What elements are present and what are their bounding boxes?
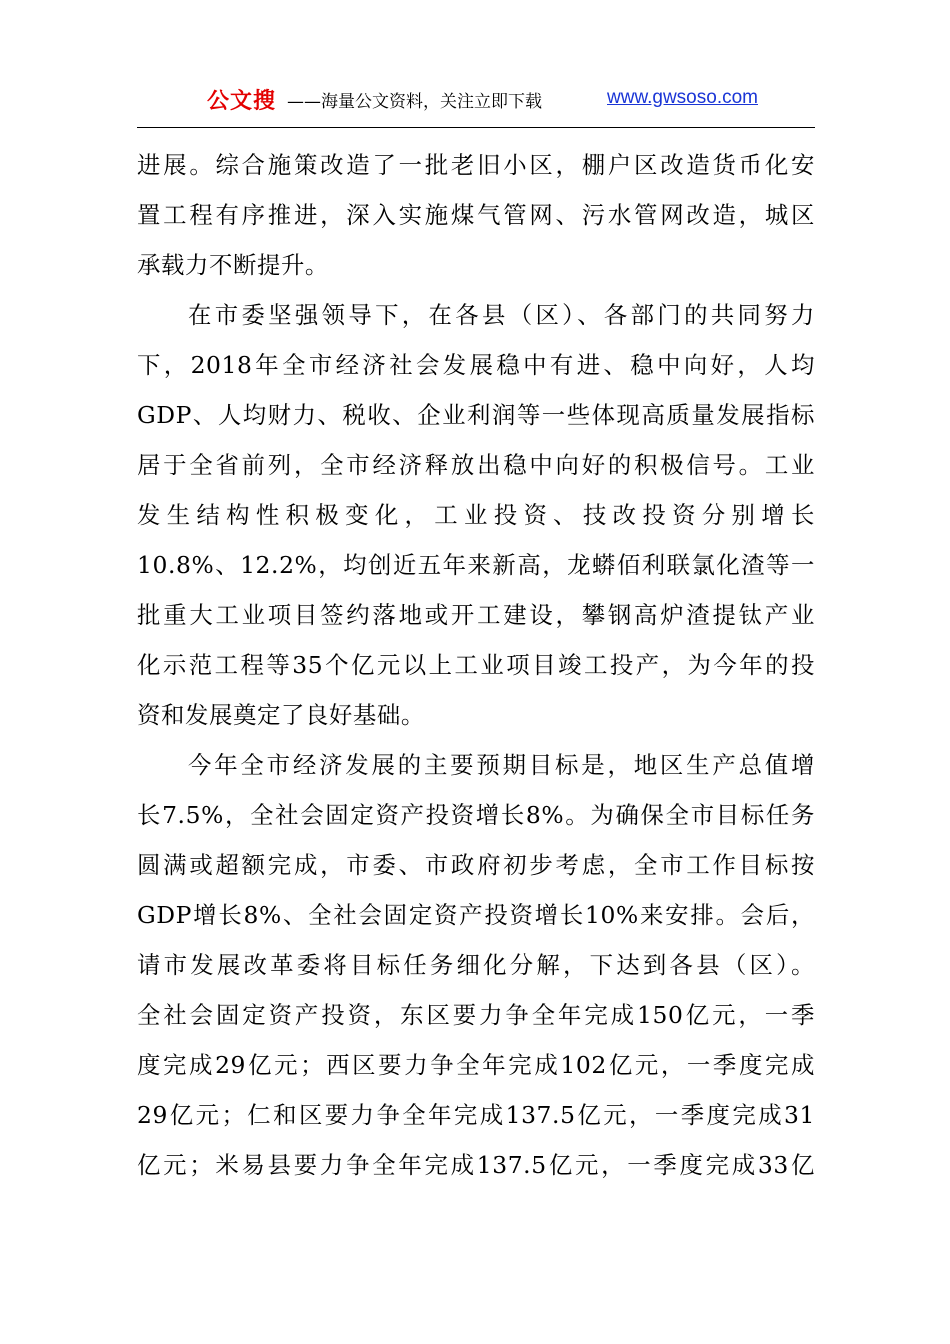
text-line: 资和发展奠定了良好基础。 — [137, 701, 425, 729]
text-line: 发生结构性积极变化，工业投资、技改投资分别增长 — [137, 501, 815, 529]
text-line: 进展。综合施策改造了一批老旧小区，棚户区改造货币化安 — [137, 151, 815, 179]
text-line: 29亿元；仁和区要力争全年完成137.5亿元，一季度完成31 — [137, 1101, 815, 1129]
document-body — [137, 140, 815, 1190]
text-line: GDP、人均财力、税收、企业利润等一些体现高质量发展指标 — [137, 401, 815, 429]
text-line: 请市发展改革委将目标任务细化分解，下达到各县（区）。 — [137, 951, 815, 979]
text-line: 化示范工程等35个亿元以上工业项目竣工投产，为今年的投 — [137, 651, 815, 679]
text-line: 置工程有序推进，深入实施煤气管网、污水管网改造，城区 — [137, 201, 815, 229]
text-line: 亿元；米易县要力争全年完成137.5亿元，一季度完成33亿 — [137, 1151, 815, 1179]
text-line: 全社会固定资产投资，东区要力争全年完成150亿元，一季 — [137, 1001, 815, 1029]
text-line: 长7.5%，全社会固定资产投资增长8%。为确保全市目标任务 — [137, 801, 815, 829]
brand-logo-text: 公文搜 — [207, 89, 277, 114]
header-tagline: ——海量公文资料，关注立即下载 — [287, 92, 542, 112]
paragraph-first-line: 在市委坚强领导下，在各县（区）、各部门的共同努力 — [188, 301, 815, 329]
text-line: 承载力不断提升。 — [137, 251, 329, 279]
text-line: 度完成29亿元；西区要力争全年完成102亿元，一季度完成 — [137, 1051, 815, 1079]
text-line: 批重大工业项目签约落地或开工建设，攀钢高炉渣提钛产业 — [137, 601, 815, 629]
document-header — [137, 78, 815, 128]
text-line: 圆满或超额完成，市委、市政府初步考虑，全市工作目标按 — [137, 851, 815, 879]
paragraph-first-line: 今年全市经济发展的主要预期目标是，地区生产总值增 — [188, 751, 815, 779]
text-line: 10.8%、12.2%，均创近五年来新高，龙蟒佰利联氯化渣等一 — [137, 551, 815, 579]
website-link[interactable]: www.gwsoso.com — [607, 87, 758, 108]
text-line: 下，2018年全市经济社会发展稳中有进、稳中向好，人均 — [137, 351, 815, 379]
text-line: GDP增长8%、全社会固定资产投资增长10%来安排。会后， — [137, 901, 815, 929]
text-line: 居于全省前列，全市经济释放出稳中向好的积极信号。工业 — [137, 451, 815, 479]
header-divider — [137, 127, 815, 128]
